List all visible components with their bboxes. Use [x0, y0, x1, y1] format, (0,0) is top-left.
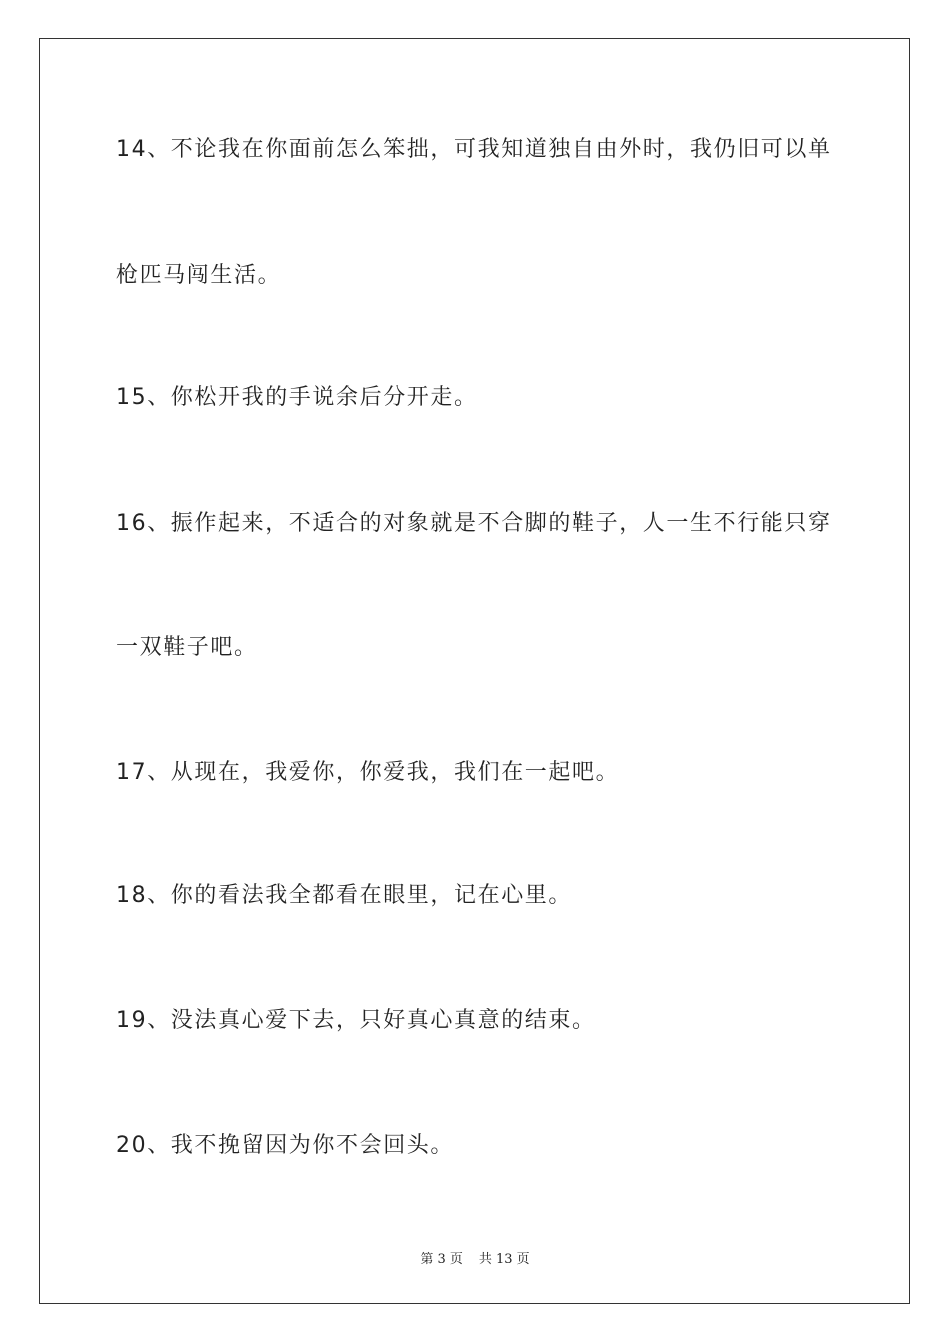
page-total: 共 13 页 [478, 1252, 530, 1267]
text-line-5: 一双鞋子吧。 [116, 635, 258, 660]
page-number: 第 3 页 [420, 1252, 463, 1267]
text-line-3: 15、你松开我的手说余后分开走。 [116, 385, 478, 410]
text-line-8: 19、没法真心爱下去，只好真心真意的结束。 [116, 1008, 596, 1033]
text-line-4: 16、振作起来，不适合的对象就是不合脚的鞋子，人一生不行能只穿 [116, 511, 832, 536]
page-footer [0, 1248, 950, 1267]
text-line-1: 14、不论我在你面前怎么笨拙，可我知道独自由外时，我仍旧可以单 [116, 137, 832, 162]
text-line-7: 18、你的看法我全都看在眼里，记在心里。 [116, 883, 572, 908]
text-line-9: 20、我不挽留因为你不会回头。 [116, 1133, 454, 1158]
page-border [39, 38, 910, 1304]
text-line-6: 17、从现在，我爱你，你爱我，我们在一起吧。 [116, 760, 620, 785]
text-line-2: 枪匹马闯生活。 [116, 263, 282, 288]
